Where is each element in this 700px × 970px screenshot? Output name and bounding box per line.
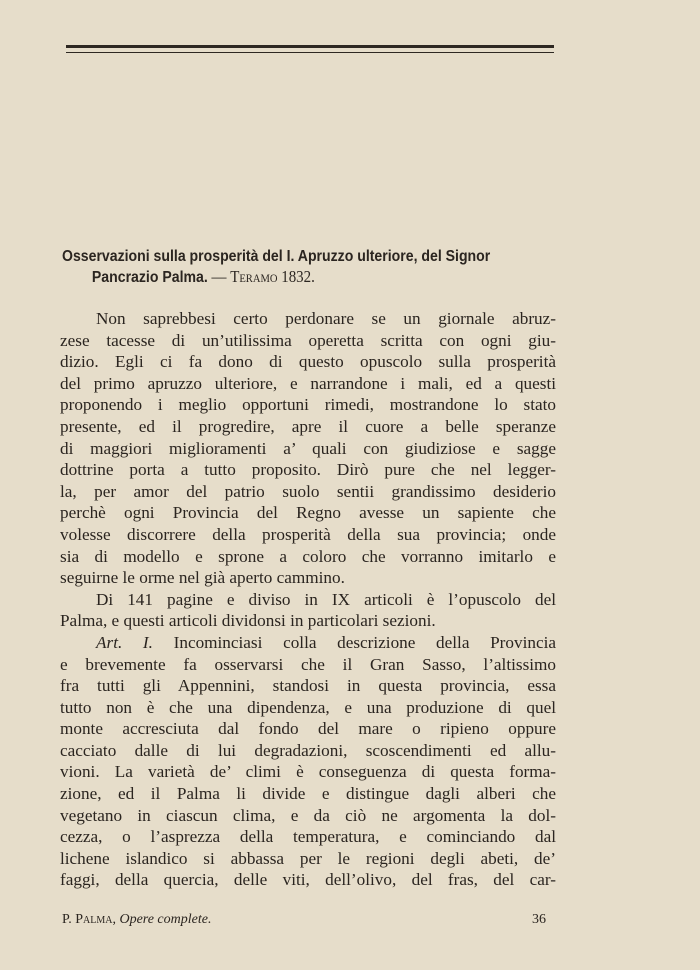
text-line: faggi, della quercia, delle viti, dell’olivo, del fras, del car- bbox=[60, 870, 556, 890]
text-line: di maggiori miglioramenti a’ quali con giudiziose e sagge bbox=[60, 438, 556, 458]
text-line: del primo apruzzo ulteriore, e narrandone i mali, ed a questi bbox=[60, 373, 556, 393]
text-line-art-content: Incominciasi colla descrizione della Provincia bbox=[173, 632, 556, 652]
page-number: 36 bbox=[532, 912, 546, 927]
header-rule-thick bbox=[66, 45, 554, 48]
text-line: Palma, e questi articoli dividonsi in particolari sezioni. bbox=[60, 611, 436, 631]
text-line: seguirne le orme nel già aperto cammino. bbox=[60, 568, 345, 588]
title-line-2 bbox=[62, 267, 557, 288]
footer-separator: , bbox=[112, 912, 120, 927]
text-line: fra tutti gli Appennini, standosi in questa provincia, essa bbox=[60, 676, 556, 696]
text-line: vegetano in ciascun clima, e da ciò ne argomenta la dol- bbox=[60, 805, 556, 825]
text-line: dottrine porta a tutto proposito. Dirò pure che nel legger- bbox=[60, 460, 556, 480]
text-line: la, per amor del patrio suolo sentii grandissimo desiderio bbox=[60, 481, 556, 501]
footer-citation bbox=[62, 910, 211, 930]
text-line: presente, ed il progredire, apre il cuore a belle speranze bbox=[60, 416, 556, 436]
title-line-1: Osservazioni sulla prosperità del I. Apruzzo ulteriore, del Signor bbox=[62, 248, 491, 265]
text-line: sia di modello e sprone a coloro che vorranno imitarlo e bbox=[60, 546, 556, 566]
footer-author-surname: Palma bbox=[75, 912, 113, 927]
text-line-art bbox=[60, 632, 556, 654]
title-separator: — bbox=[207, 267, 231, 286]
text-line: zese tacesse di un’utilissima operetta scritta con ogni giu- bbox=[60, 330, 556, 350]
text-line: Di 141 pagine e diviso in IX articoli è l’opuscolo del bbox=[96, 589, 556, 609]
text-line: perchè ogni Provincia del Regno avesse un sapiente che bbox=[60, 503, 556, 523]
article-title bbox=[62, 247, 557, 288]
text-line: lichene islandico si abbassa per le regioni degli abeti, de’ bbox=[60, 848, 556, 868]
title-place: Teramo bbox=[230, 267, 278, 286]
text-line: cezza, o l’asprezza della temperatura, e cominciando dal bbox=[60, 827, 556, 847]
page-footer bbox=[62, 910, 556, 930]
footer-author-initial: P. bbox=[62, 912, 76, 927]
text-line: Non saprebbesi certo perdonare se un giornale abruz- bbox=[96, 309, 556, 328]
body-text bbox=[60, 308, 556, 891]
title-year: 1832. bbox=[277, 267, 315, 286]
text-line: volesse discorrere della prosperità della sua provincia; onde bbox=[60, 524, 556, 544]
text-line: cacciato dalle di lui degradazioni, scoscendimenti ed allu- bbox=[60, 740, 556, 760]
text-line: tutto non è che una dipendenza, e una produzione di quel bbox=[60, 697, 556, 717]
text-line: e brevemente fa osservarsi che il Gran Sasso, l’altissimo bbox=[60, 654, 556, 674]
text-line: proponendo i meglio opportuni rimedi, mostrandone lo stato bbox=[60, 395, 556, 415]
text-line: vioni. La varietà de’ climi è conseguenza di questa forma- bbox=[60, 762, 556, 782]
text-line: monte accresciuta dal fondo del mare o ripieno oppure bbox=[60, 719, 556, 739]
text-line: zione, ed il Palma li divide e distingue dagli alberi che bbox=[60, 784, 556, 804]
title-author-name: Pancrazio Palma. bbox=[91, 269, 208, 286]
footer-work-title: Opere complete. bbox=[119, 912, 212, 927]
text-line: dizio. Egli ci fa dono di questo opuscolo sulla prosperità bbox=[60, 352, 556, 372]
header-rule-thin bbox=[66, 52, 554, 53]
article-label: Art. I. bbox=[96, 632, 153, 652]
